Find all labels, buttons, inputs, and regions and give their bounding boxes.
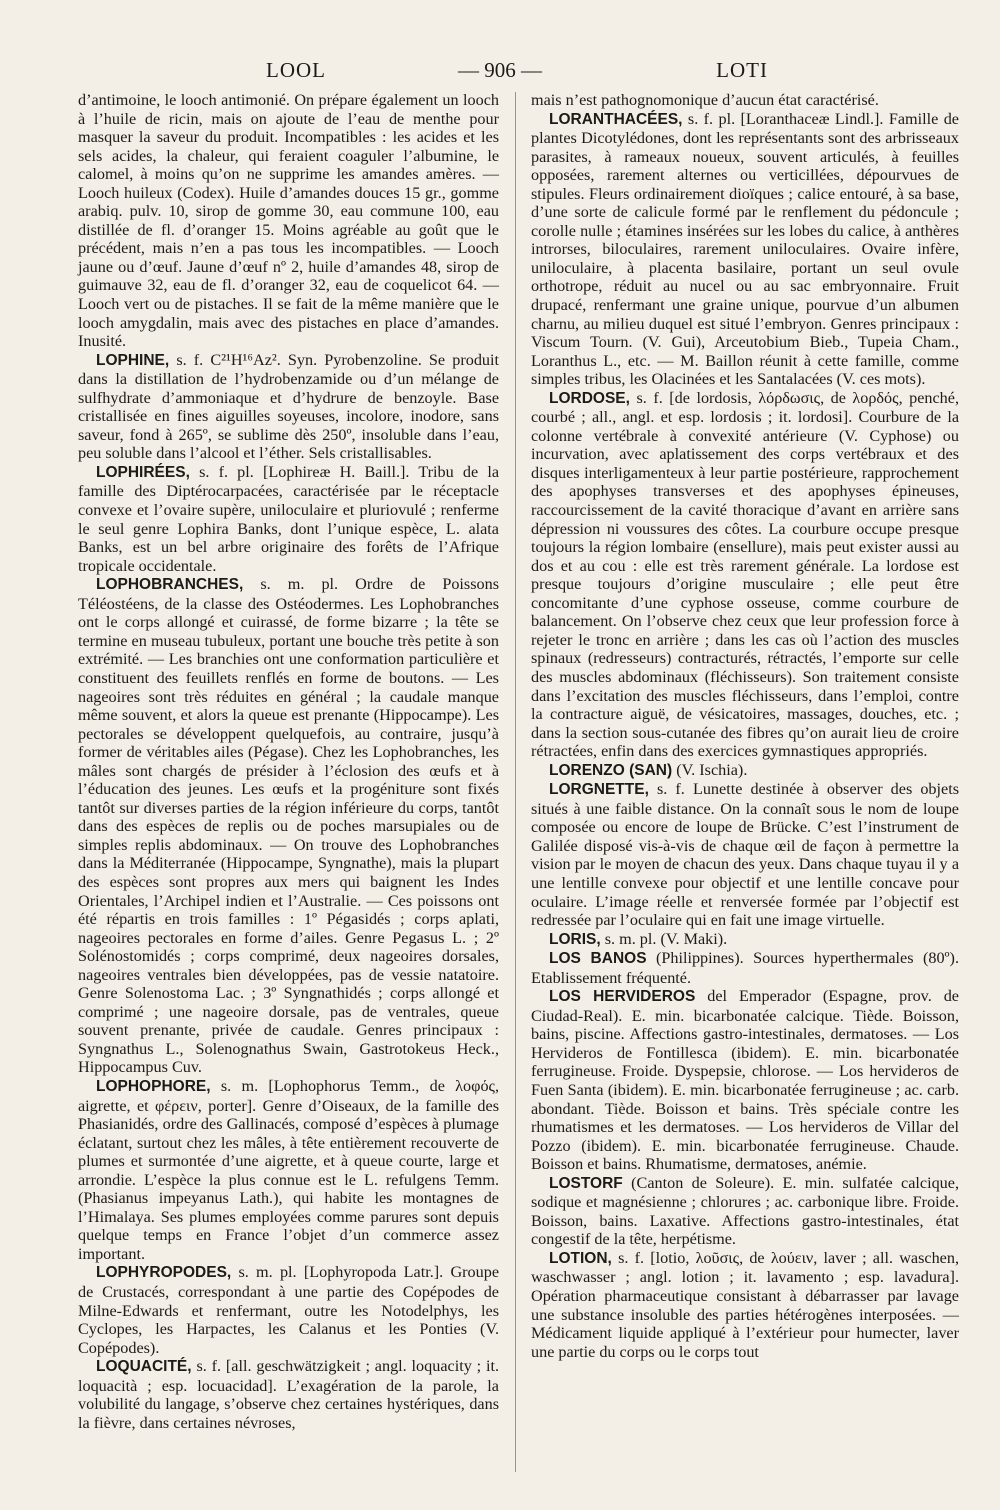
left-column [78,91,499,1432]
entry-continuation: d’antimoine, le looch antimonié. On prépare également un looch à l’huile de ricin, mais on ajoute de l’eau de menthe pour masquer la saveur du produit. Incompatibles : les acides et les sels acides, la chaleur, qui feraient coaguler l’albumine, le calomel, à moins qu’on ne supprime les amandes amères. — Looch huileux (Codex). Huile d’amandes douces 15 gr., gomme arabiq. pulv. 10, sirop de gomme 30, eau commune 100, eau distillée de fl. d’oranger 15. Moins agréable au goût que le précédent, mais n’en a pas tous les incompatibles. — Looch jaune ou d’œuf. Jaune d’œuf nº 2, huile d’amandes 48, sirop de guimauve 32, eau de fl. d’oranger 32, eau de coquelicot 64. — Looch vert ou de pistaches. Il se fait de la même manière que le looch amygdalin, mais avec des pistaches en place d’amandes. Inusité. [78,91,499,351]
headword: LORDOSE, [549,389,630,407]
headword: LORENZO (SAN) [549,761,673,779]
entry-lorenzo [531,761,959,781]
headword: LORIS, [549,930,601,948]
entry-los-hervideros [531,987,959,1173]
headword: LOPHIRÉES, [96,463,190,481]
entry-lorgnette [531,780,959,929]
header-right-guideword: LOTI [716,58,768,82]
running-header [0,58,1000,88]
entry-lotion [531,1249,959,1361]
headword: LOSTORF [549,1174,623,1192]
headword: LOPHOBRANCHES, [96,576,244,594]
entry-text: s. f. [lotio, λοῦσις, de λούειν, laver ; all. waschen, waschwasser ; angl. lotion ; it. lavamento ; esp. lavadura]. Opération pharmaceutique consistant à débarrasser par lavage une substance insoluble des parties hétérogènes interposées. — Médicament liquide appliqué à l’extérieur pour humecter, laver une partie du corps ou le corps tout [531,1248,959,1361]
entry-continuation: mais n’est pathognomonique d’aucun état caractérisé. [531,91,879,109]
entry-loquacite [78,1357,499,1432]
entry-text: s. m. pl. Ordre de Poissons Téléostéens, de la classe des Ostéodermes. Les Lophobranches ont le corps allongé et cuirassé, de forme bizarre ; la tête se termine en museau tubuleux, portant une bouche très petite à son extrémité. — Les branchies ont une conformation particulière et constituent des feuillets renflés en forme de boutons. — Les nageoires sont très réduites en général ; la caudale manque même souvent, et alors la queue est prenante (Hippocampe). Les pectorales se développent quelquefois, au contraire, jusqu’à former de véritables ailes (Pégase). Chez les Lophobranches, les mâles sont chargés de présider à l’éclosion des œufs et à l’éducation des jeunes. Les œufs et la progéniture sont fixés tantôt sur diverses parties de la région inférieure du corps, tantôt dans des espèces de replis ou de poches marsupiales ou de simples replis abdominaux. — On trouve des Lophobranches dans la Méditerranée (Hippocampe, Syngnathe), mais la plupart des espèces sont propres aux mers qui baignent les Indes Orientales, l’Archipel indien et l’Australie. — Ces poissons ont été répartis en trois familles : 1º Pégasidés ; corps aplati, nageoires pectorales en forme d’ailes. Genre Pegasus L. ; 2º Solénostomidés ; corps comprimé, deux nageoires dorsales, nageoires ventrales bien développées, pas de vessie natatoire. Genre Solenostoma Lac. ; 3º Syngnathidés ; corps allongé et comprimé ; une nageoire dorsale, pas de ventrales, queue souvent prenante, privée de caudale. Genres principaux : Syngnathus L., Solenognathus Swain, Gastrotokeus Heck., Hippocampus Cuv. [78,575,499,1077]
headword: LOS BANOS [549,950,647,968]
entry-lophine [78,351,499,463]
column-divider [515,92,516,1472]
entry-text: s. m. [Lophophorus Temm., de λοφός, aigrette, et φέρειν, porter]. Genre d’Oiseaux, de la famille des Phasianidés, ordre des Gallinacés, composé d’espèces à plumage éclatant, surtout chez les mâles, à tête entièrement recouverte de plumes et surmontée d’une aigrette, et à queue courte, large et arrondie. L’espèce la plus connue est le L. refulgens Temm. (Phasianus impeyanus Lath.), qui habite les montagnes de l’Himalaya. Ses plumes employées comme parures sont depuis quelque temps en France l’objet d’un commerce assez important. [78,1076,500,1263]
headword: LOPHYROPODES, [96,1264,232,1282]
entry-lophobranches [78,575,499,1077]
headword: LOPHOPHORE, [96,1077,211,1095]
page-number: — 906 — [458,58,542,82]
entry-text: s. m. pl. [Lophyropoda Latr.]. Groupe de Crustacés, correspondant à une partie des Copépodes de Milne-Edwards et renfermant, outre les Notodelphys, les Cyclopes, les Harpactes, les Calanus et les Ponties (V. Copépodes). [78,1263,500,1357]
header-left-guideword: LOOL [266,58,326,82]
entry-text: s. f. [all. geschwätzigkeit ; angl. loquacity ; it. loquacità ; esp. locuacidad]. L’exagération de la parole, la volubilité du langage, s’observe chez certaines hystériques, dans la fièvre, dans certaines névroses, [78,1357,500,1432]
entry-text: s. m. pl. (V. Maki). [604,929,728,948]
entry-lostorf [531,1174,959,1249]
entry-text: (Philippines). Sources hyperthermales (80º). Etablissement fréquenté. [531,949,959,987]
entry-text: s. f. pl. [Loranthaceæ Lindl.]. Famille de plantes Dicotylédones, dont les représentants sont des arbrisseaux parasites, à rameaux noueux, souvent articulés, à feuilles opposées, rarement alternes ou verticillées, dépourvues de stipules. Fleurs ordinairement dioïques ; calice entouré, à sa base, d’une sorte de calicule formé par le renflement du pédoncule ; corolle nulle ; étamines insérées sur les lobes du calice, à anthères introrses, biloculaires, rarement uniloculaires. Ovaire infère, uniloculaire, à placenta basilaire, portant un seul ovule orthotrope, réduit au nucel ou au sac embryonnaire. Fruit drupacé, renfermant une graine unique, pourvue d’un albumen charnu, au milieu duquel est situé l’embryon. Genres principaux : Viscum Tourn. (V. Gui), Arceutobium Bieb., Tupeia Cham., Loranthus L., etc. — M. Baillon réunit à cette famille, comme simples tribus, les Olacinées et les Santalacées (V. ces mots). [531,109,959,389]
entry-lordose [531,389,959,761]
entry-loris [531,930,959,950]
entry-lophirees [78,463,499,575]
entry-text: s. f. [de lordosis, λόρδωσις, de λορδός, penché, courbé ; all., angl. et esp. lordosis ; it. lordosi]. Courbure de la colonne vertébrale à convexité antérieure (V. Cyphose) ou incurvation, avec aplatissement des corps vertébraux et des disques interligamenteux à leur partie postérieure, rapprochement des apophyses transverses et des apophyses épineuses, raccourcissement de la cavité thoracique d’avant en arrière sans dépression ni voussures des côtes. La courbure occupe presque toujours la région lombaire (ensellure), mais peut exister aussi au dos et au cou : elle est très rarement générale. La lordose est presque toujours d’origine musculaire ; elle peut être concomitante d’une cyphose osseuse, comme courbure de balancement. On l’observe chez ceux que leur profession force à rejeter le tronc en arrière ; dans les cas où l’action des muscles spinaux (redresseurs) contracturés, rétractés, l’emporte sur celle des muscles abdominaux (fléchisseurs). Son traitement consiste dans l’excitation des muscles fléchisseurs, dans l’emploi, contre la contracture aiguë, de vésicatoires, massages, douches, etc. ; dans la section sous-cutanée des fibres qu’on aurait lieu de croire rétractées, enfin dans des exercices gymnastiques appropriés. [531,388,960,761]
entry-text: s. f. C²¹H¹⁶Az². Syn. Pyrobenzoline. Se produit dans la distillation de l’hydrobenzamide ou d’un mélange de sulfhydrate d’ammoniaque et d’hydrure de benzoyle. Base cristallisée en fines aiguilles soyeuses, incolore, inodore, sans saveur, fond à 265º, se sublime dès 250º, insoluble dans l’eau, peu soluble dans l’alcool et l’éther. Sels cristallisables. [78,350,499,463]
headword: LORGNETTE, [549,781,649,799]
entry-loranthacees [531,110,959,389]
headword: LOTION, [549,1249,612,1267]
headword: LOS HERVIDEROS [549,988,696,1006]
entry-lophyropodes [78,1263,499,1357]
right-column [531,91,959,1361]
entry-text: s. f. pl. [Lophireæ H. Baill.]. Tribu de la famille des Diptérocarpacées, caractérisée par le réceptacle convexe et l’ovaire supère, uniloculaire et pluriovulé ; renferme le seul genre Lophira Banks, dont l’unique espèce, L. alata Banks, est un bel arbre originaire des forêts de l’Afrique tropicale occidentale. [78,462,500,575]
entry-text: (V. Ischia). [676,760,748,779]
headword: LORANTHACÉES, [549,110,683,128]
entry-los-banos [531,949,959,987]
entry-text: (Canton de Soleure). E. min. sulfatée calcique, sodique et magnésienne ; chlorures ; ac. carbonique libre. Froide. Boisson, bains. Laxative. Affections gastro-intestinales, état congestif de la tête, herpétisme. [531,1173,960,1249]
entry-lophophore [78,1077,499,1263]
headword: LOPHINE, [96,351,170,369]
entry-text: del Emperador (Espagne, prov. de Ciudad-Real). E. min. bicarbonatée calcique. Tiède. Boisson, bains, piscine. Affections gastro-intestinales, dermatoses. — Los Hervideros de Fontillesca (ibidem). E. min. bicarbonatée ferrugineuse. Froide. Dyspepsie, chlorose. — Los hervideros de Fuen Santa (ibidem). E. min. bicarbonatée ferrugineuse ; ac. carb. abondant. Tiède. Boisson et bains. Très spéciale contre les rhumatismes et les dermatoses. — Los hervideros de Villar del Pozzo (ibidem). E. min. bicarbonatée ferrugineuse. Chaude. Boisson et bains. Rhumatisme, dermatoses, anémie. [531,987,959,1174]
entry-text: s. f. Lunette destinée à observer des objets situés à une faible distance. On la connaît sous le nom de loupe composée ou encore de loupe de Brücke. C’est l’instrument de Galilée disposé vis-à-vis de chaque œil de façon à permettre la vision par le moyen de chacun des yeux. Dans chaque tuyau il y a une lentille convexe pour objectif et une lentille concave pour oculaire. L’image réelle et renversée formée par l’objectif est redressée par l’oculaire qui en fait une image virtuelle. [531,780,960,930]
headword: LOQUACITÉ, [96,1358,192,1376]
